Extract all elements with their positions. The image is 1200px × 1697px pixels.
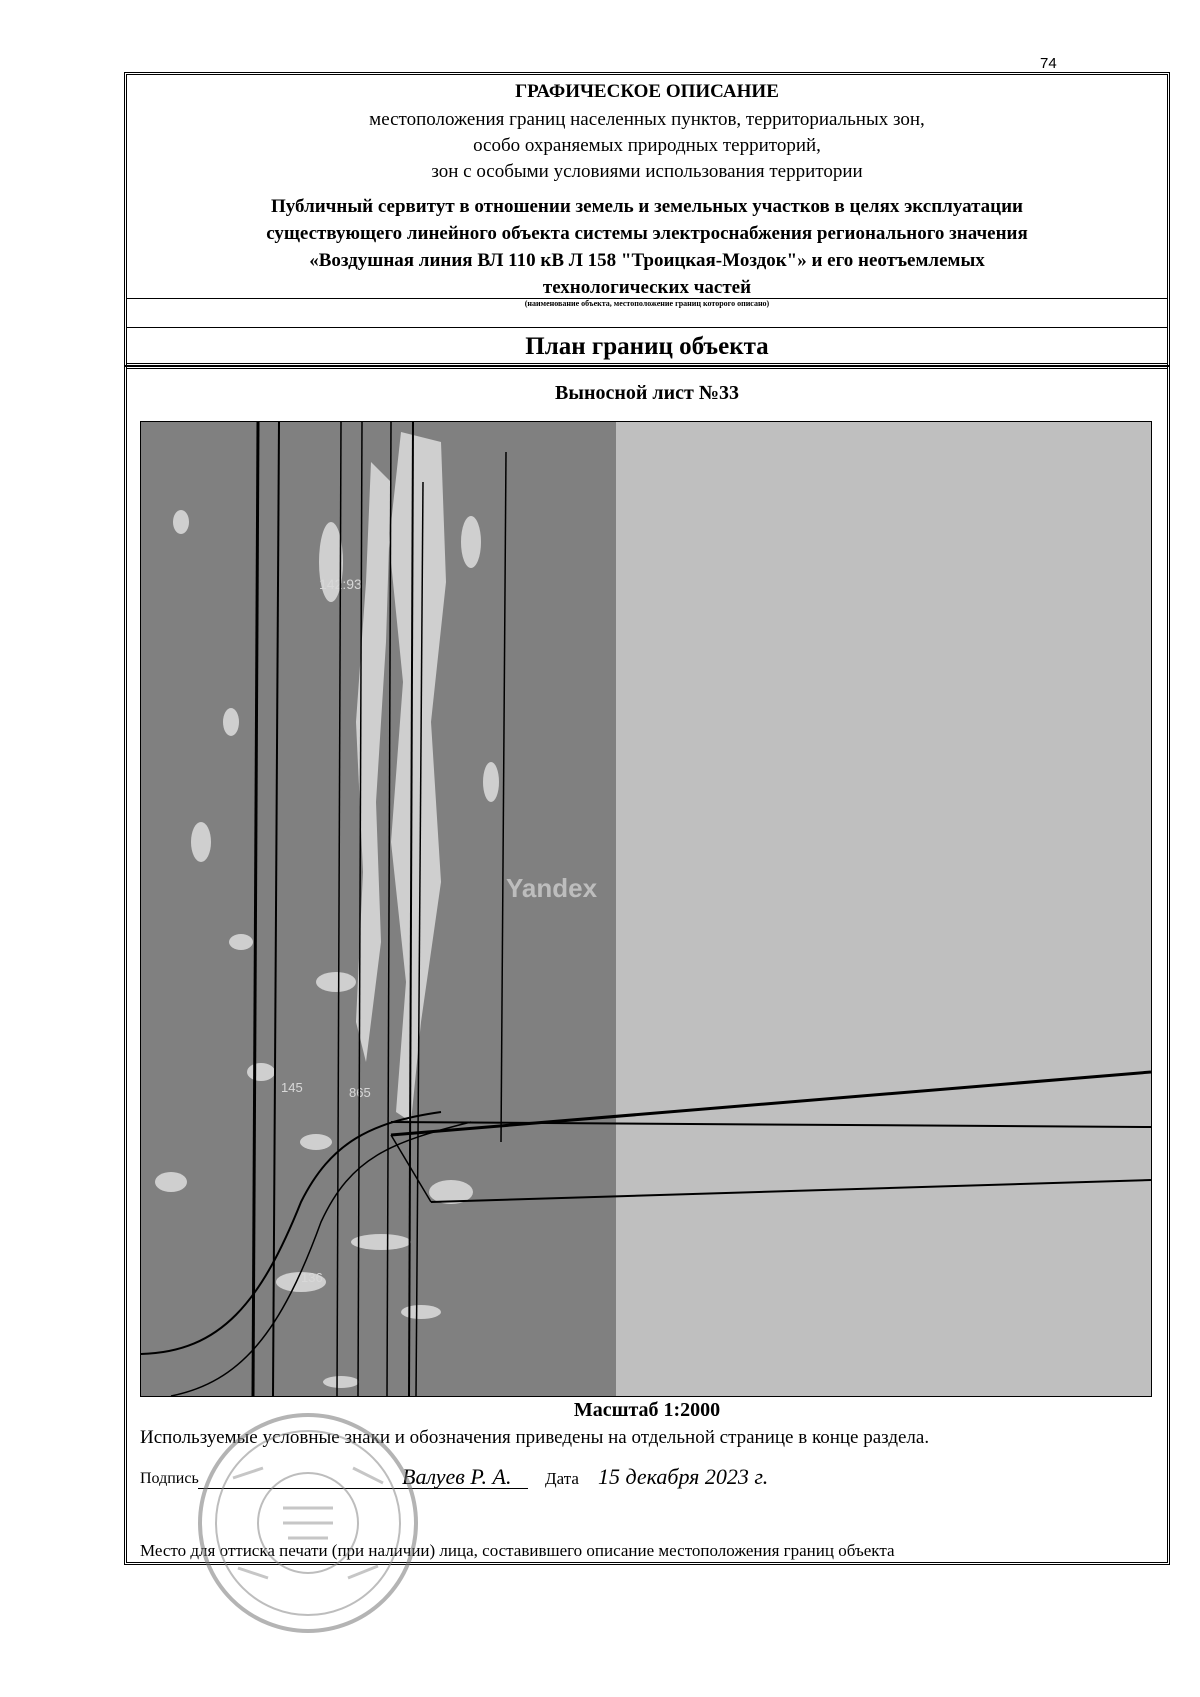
- parcel-label: 865: [349, 1085, 371, 1100]
- parcel-label: 145: [281, 1080, 303, 1095]
- parcel-label: 136: [301, 1270, 323, 1285]
- map-image: [141, 422, 1151, 1396]
- map-area: [140, 421, 1152, 1397]
- object-name-line: «Воздушная линия ВЛ 110 кВ Л 158 "Троицкая-Моздок"» и его неотъемлемых: [309, 250, 985, 271]
- subtitle-line: особо охраняемых природных территорий,: [473, 135, 821, 156]
- stamp-seal-icon: [193, 1408, 423, 1638]
- object-name-line: Публичный сервитут в отношении земель и земельных участков в целях эксплуатации: [271, 196, 1023, 217]
- object-name-line: технологических частей: [542, 277, 752, 298]
- signer-name: Валуев Р. А.: [402, 1464, 512, 1489]
- signature-label: Подпись: [140, 1470, 199, 1487]
- divider: [127, 327, 1167, 328]
- parcel-label: 142:93: [319, 576, 362, 592]
- map-watermark: Yandex: [506, 873, 598, 903]
- stamp-note: Место для оттиска печати (при наличии) лица, составившего описание местоположения границ объекта: [140, 1541, 895, 1560]
- date-label: Дата: [545, 1469, 579, 1488]
- header-block: [124, 72, 1170, 366]
- plan-title: План границ объекта: [525, 333, 769, 360]
- subtitle-line: местоположения границ населенных пунктов, территориальных зон,: [369, 109, 925, 130]
- date-value: 15 декабря 2023 г.: [598, 1464, 769, 1489]
- object-name-line: существующего линейного объекта системы электроснабжения регионального значения: [266, 223, 1028, 244]
- object-caption: (наименование объекта, местоположение границ которого описано): [524, 299, 770, 308]
- scale-label: Масштаб 1:2000: [573, 1399, 721, 1421]
- sheet-title: Выносной лист №33: [555, 382, 739, 404]
- document-title: ГРАФИЧЕСКОЕ ОПИСАНИЕ: [515, 81, 779, 102]
- subtitle-line: зон с особыми условиями использования территории: [431, 161, 863, 182]
- document-subtitle: [127, 107, 1167, 185]
- page-number: 74: [1040, 55, 1057, 72]
- object-name: [127, 193, 1167, 301]
- legend-note: Используемые условные знаки и обозначения приведены на отдельной странице в конце раздела.: [140, 1427, 930, 1448]
